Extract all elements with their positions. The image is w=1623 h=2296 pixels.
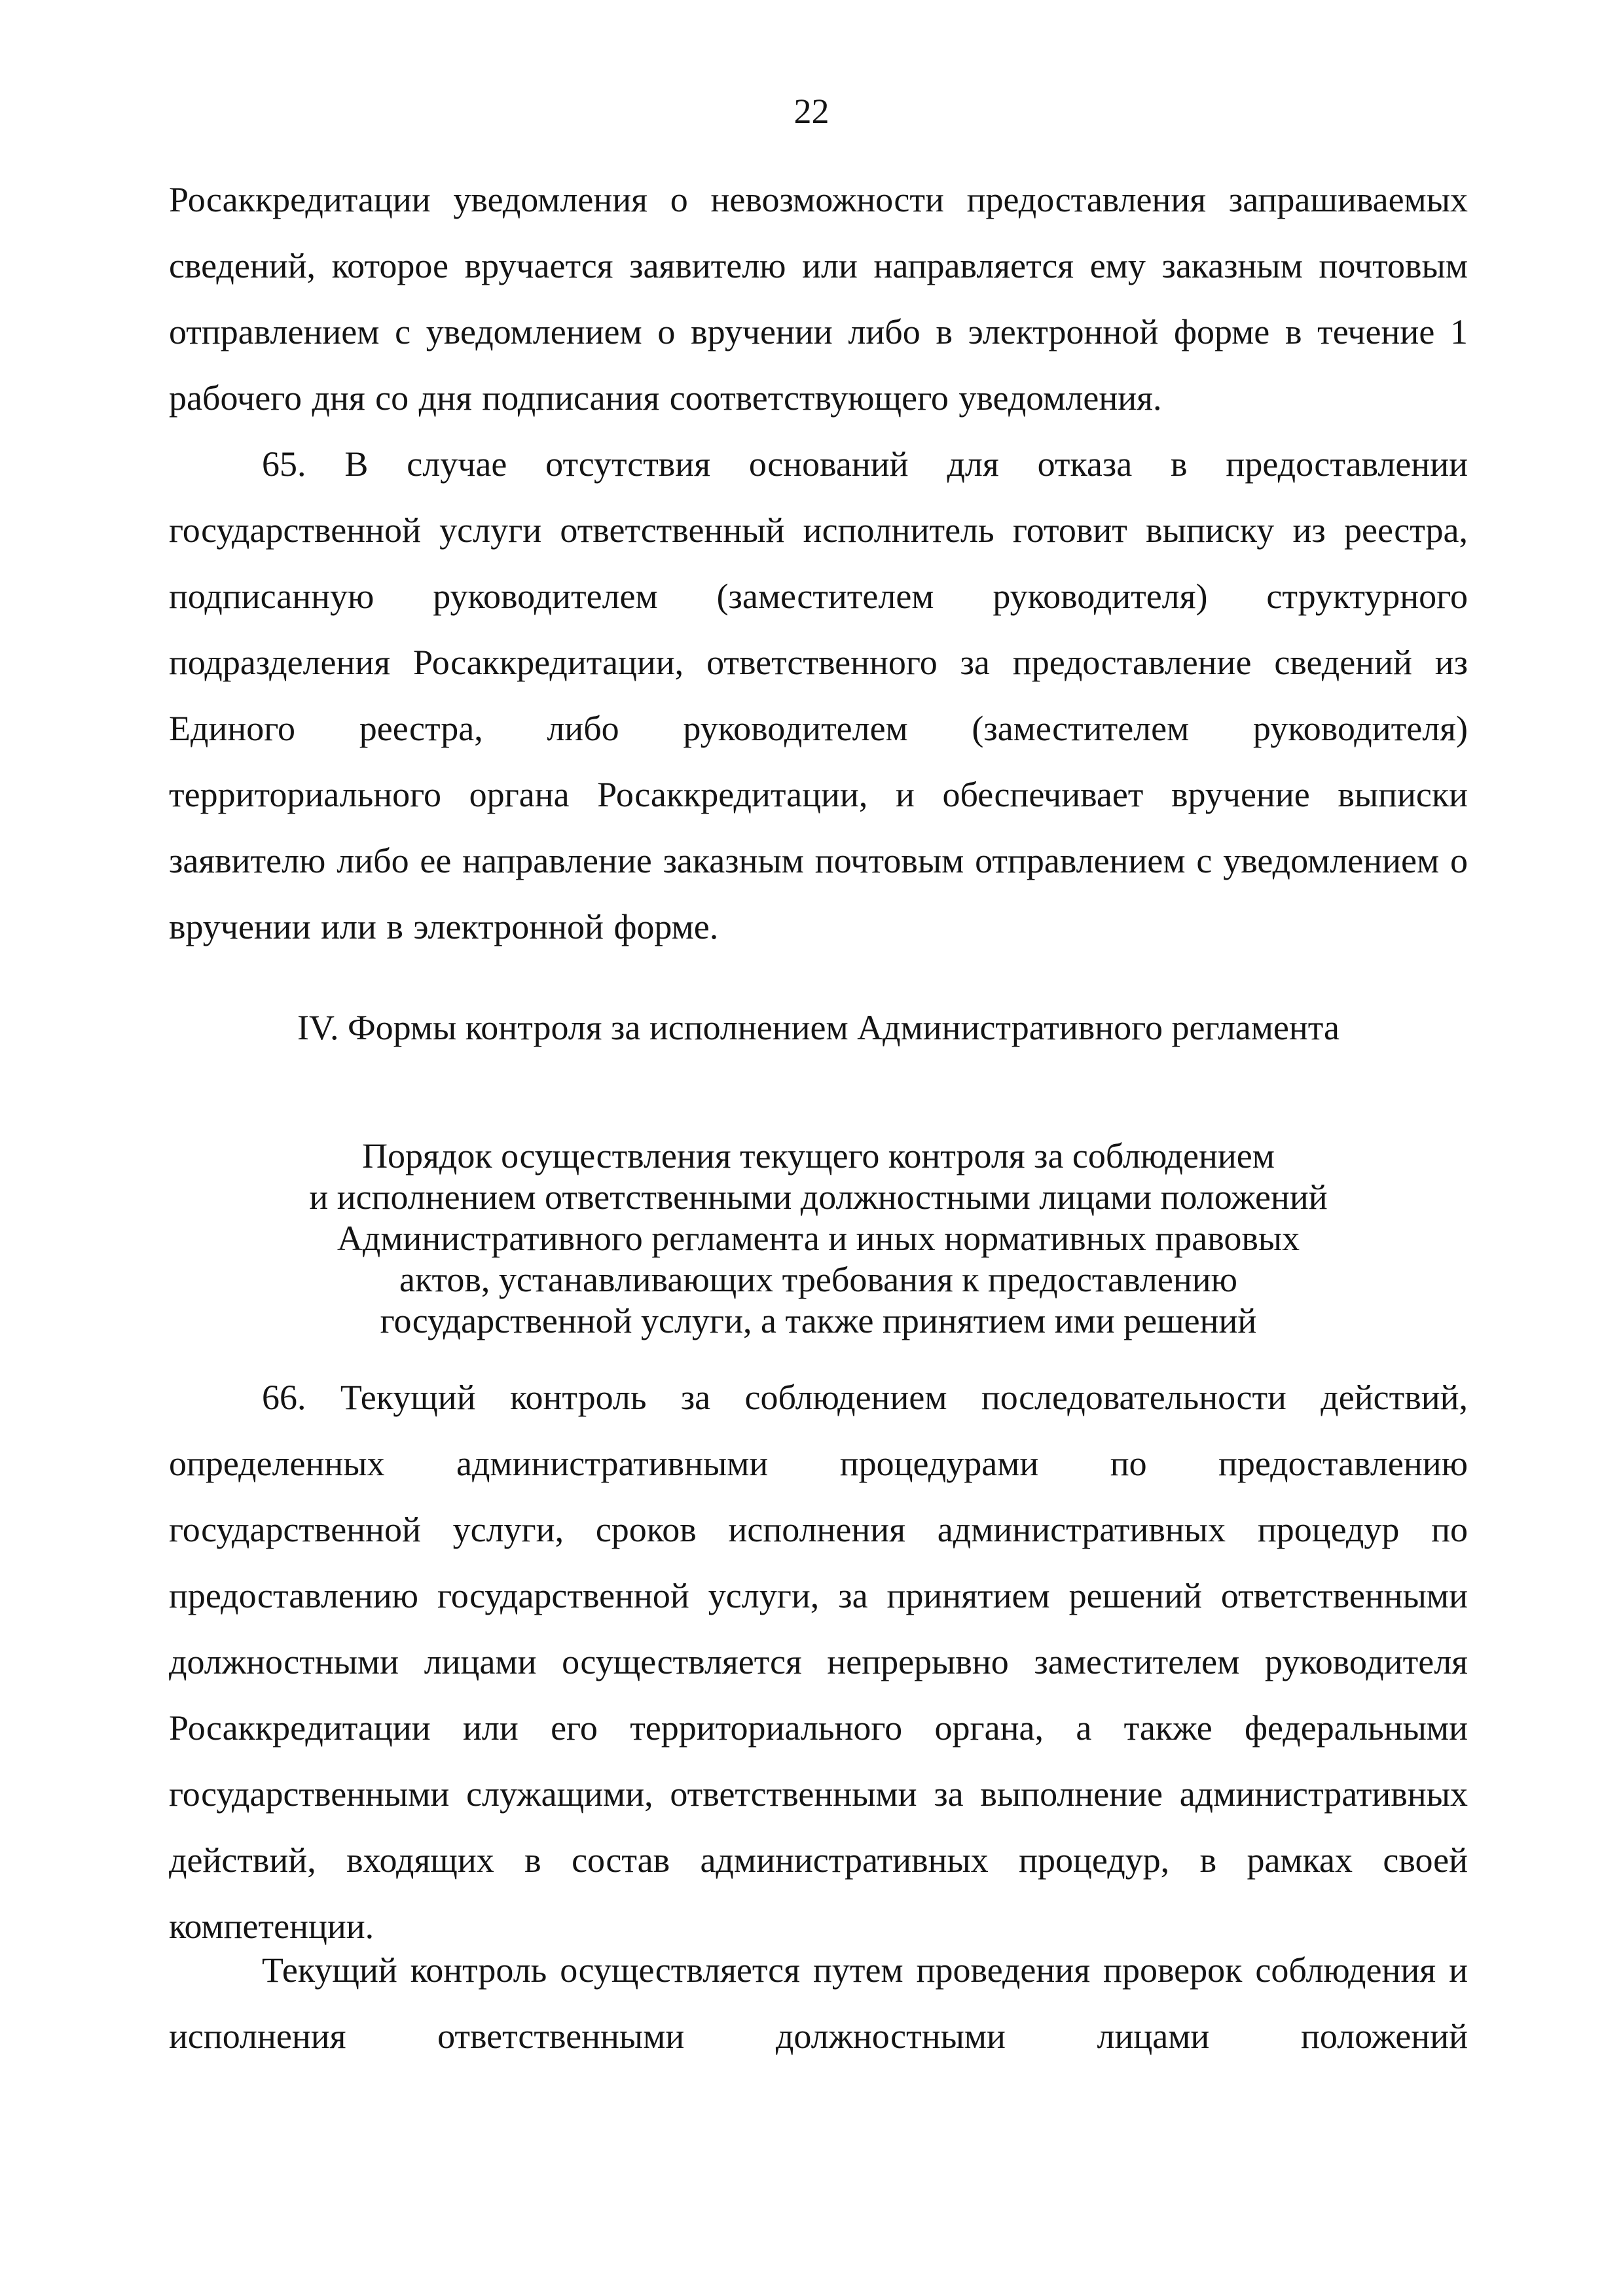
subsection-heading-line: актов, устанавливающих требования к предоставлению xyxy=(399,1260,1237,1299)
subsection-heading xyxy=(169,1136,1468,1342)
subsection-heading-block xyxy=(169,1136,1468,1342)
subsection-heading-line: и исполнением ответственными должностными лицами положений xyxy=(309,1177,1328,1217)
paragraph-current-control: Текущий контроль осуществляется путем проведения проверок соблюдения и исполнения ответственными должностными лицами положений xyxy=(169,1950,1468,2056)
section-heading: IV. Формы контроля за исполнением Административного регламента xyxy=(297,1008,1340,1047)
paragraph-continuation: Росаккредитации уведомления о невозможности предоставления запрашиваемых сведений, которое вручается заявителю или направляется ему заказным почтовым отправлением с уведомлением о вручении либо в электронной форме в течение 1 рабочего дня со дня подписания соответствующего уведомления. xyxy=(169,180,1468,418)
paragraph-current-control-block xyxy=(169,1937,1468,2070)
paragraph-66: 66. Текущий контроль за соблюдением последовательности действий, определенных административными процедурами по предоставлению государственной услуги, сроков исполнения административных процедур по предоставлению государственной услуги, за принятием решений ответственными должностными лицами осуществляется непрерывно заместителем руководителя Росаккредитации или его территориального органа, а также федеральными государственными служащими, ответственными за выполнение административных действий, входящих в состав административных процедур, в рамках своей компетенции. xyxy=(169,1378,1468,1946)
page-number: 22 xyxy=(793,92,830,131)
subsection-heading-line: Порядок осуществления текущего контроля за соблюдением xyxy=(362,1136,1275,1175)
paragraph-66-block xyxy=(169,1365,1468,1960)
section-heading-block xyxy=(169,1008,1468,1047)
paragraph-continuation-block xyxy=(169,167,1468,960)
subsection-heading-line: Административного регламента и иных нормативных правовых xyxy=(337,1219,1300,1258)
paragraph-65: 65. В случае отсутствия оснований для отказа в предоставлении государственной услуги ответственный исполнитель готовит выписку из реестра, подписанную руководителем (заместителем руководителя) структурного подразделения Росаккредитации, ответственного за предоставление сведений из Единого реестра, либо руководителем (заместителем руководителя) территориального органа Росаккредитации, и обеспечивает вручение выписки заявителю либо ее направление заказным почтовым отправлением с уведомлением о вручении или в электронной форме. xyxy=(169,444,1468,946)
subsection-heading-line: государственной услуги, а также принятием ими решений xyxy=(380,1301,1257,1340)
